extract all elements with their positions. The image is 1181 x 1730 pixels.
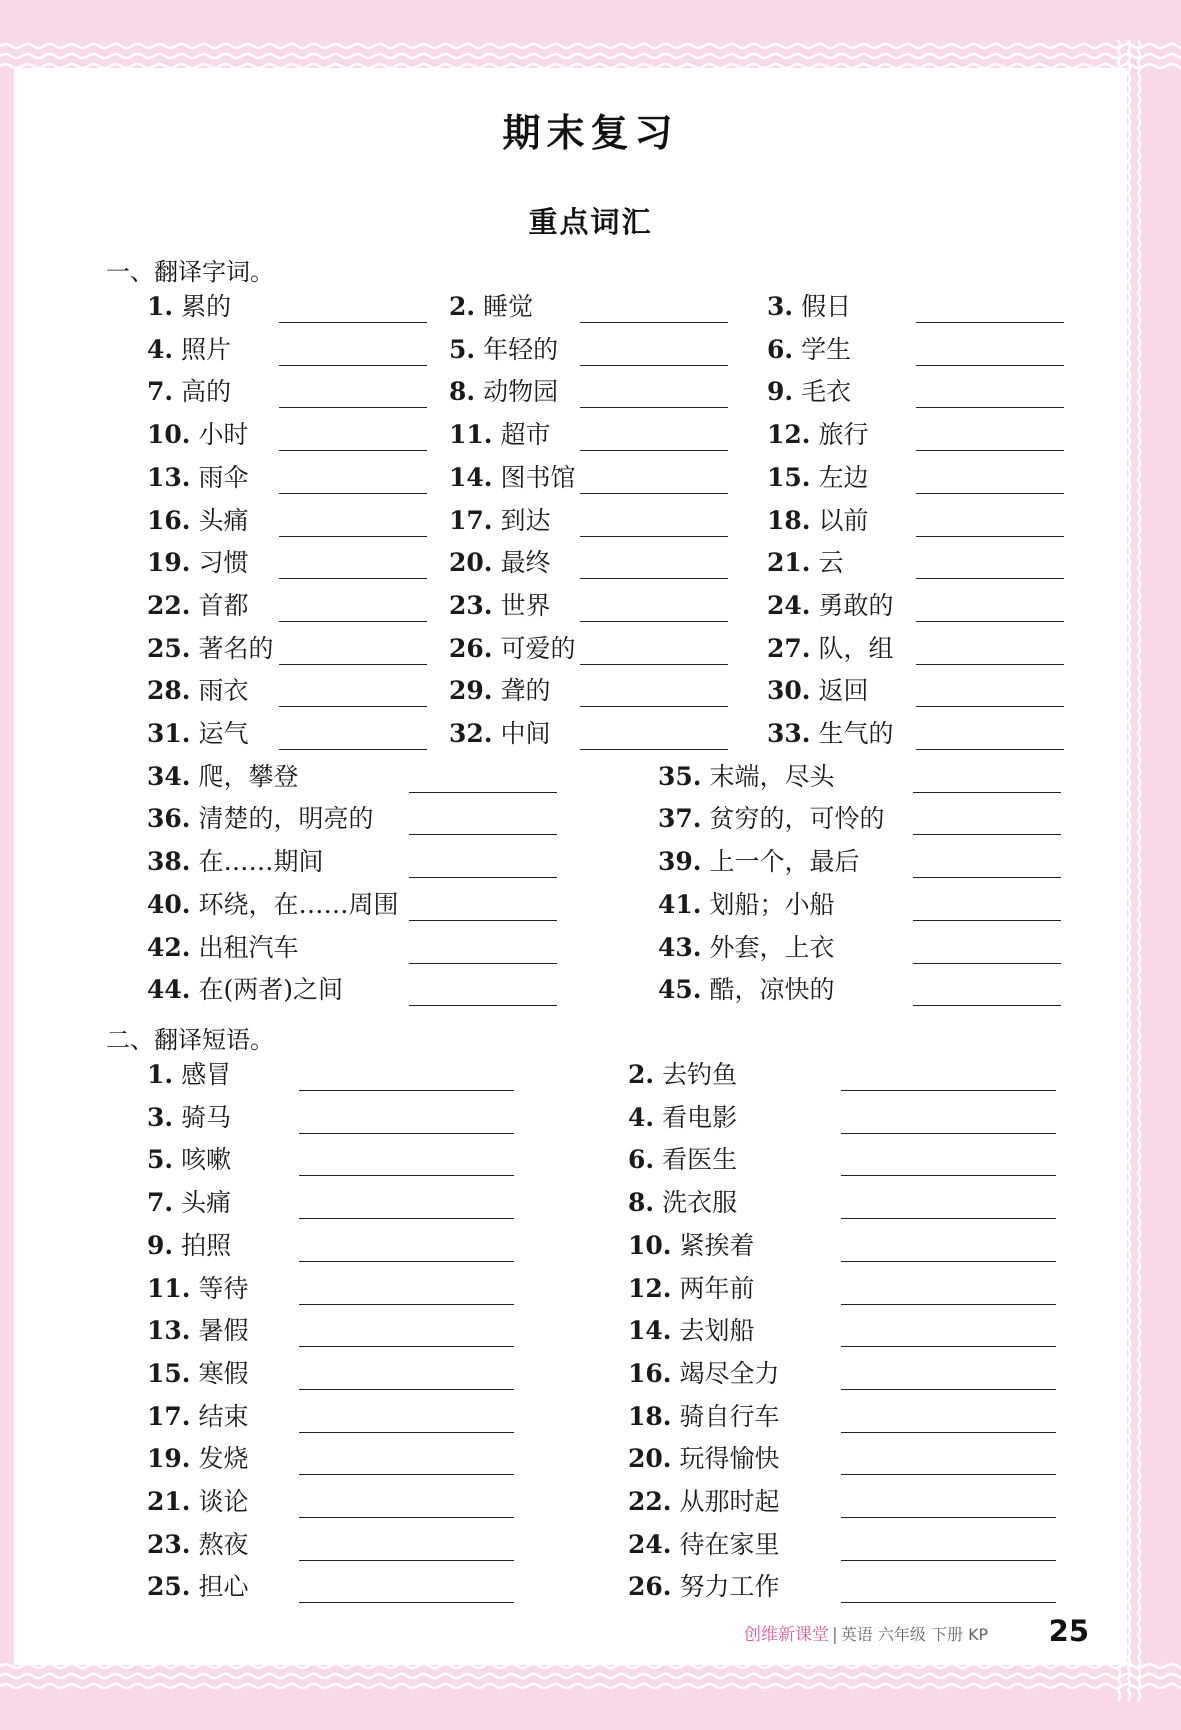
item-text: 图书馆 <box>500 462 576 492</box>
section1-item <box>147 762 298 792</box>
section2-item <box>147 1572 248 1602</box>
item-number: 22. <box>147 590 191 620</box>
section2-item <box>628 1572 779 1602</box>
section2-item <box>147 1444 248 1474</box>
answer-blank[interactable] <box>409 877 557 878</box>
item-text: 末端，尽头 <box>709 761 835 791</box>
section1-item <box>147 506 248 536</box>
section1-item <box>658 847 859 877</box>
item-number: 27. <box>767 633 811 663</box>
answer-blank[interactable] <box>299 1133 514 1134</box>
section2-heading: 二、翻译短语。 <box>106 1026 274 1054</box>
answer-blank[interactable] <box>299 1090 514 1091</box>
item-text: 寒假 <box>198 1358 249 1388</box>
footer-brand: 创维新课堂 <box>744 1625 829 1645</box>
item-number: 26. <box>628 1572 672 1602</box>
item-number: 11. <box>147 1273 191 1303</box>
answer-blank[interactable] <box>916 706 1064 707</box>
section1-item <box>147 591 248 621</box>
item-number: 8. <box>628 1188 655 1218</box>
section1-item <box>147 548 248 578</box>
item-text: 旅行 <box>818 420 869 450</box>
item-text: 咳嗽 <box>181 1145 232 1175</box>
item-text: 环绕，在……周围 <box>198 889 399 919</box>
item-text: 可爱的 <box>500 633 576 663</box>
item-text: 毛衣 <box>801 377 852 407</box>
section1-item <box>147 463 248 493</box>
item-text: 小时 <box>198 420 249 450</box>
item-text: 谈论 <box>198 1487 249 1516</box>
answer-blank[interactable] <box>916 365 1064 366</box>
item-number: 18. <box>767 505 811 535</box>
item-text: 发烧 <box>198 1444 249 1474</box>
item-number: 16. <box>147 505 191 535</box>
answer-blank[interactable] <box>279 664 427 665</box>
answer-blank[interactable] <box>580 493 728 494</box>
answer-blank[interactable] <box>841 1560 1056 1561</box>
answer-blank[interactable] <box>299 1474 514 1475</box>
item-text: 从那时起 <box>679 1487 780 1516</box>
answer-blank[interactable] <box>913 1005 1061 1006</box>
item-number: 13. <box>147 462 191 492</box>
section1-item <box>147 804 373 834</box>
item-number: 20. <box>628 1444 672 1474</box>
item-number: 18. <box>628 1401 672 1431</box>
answer-blank[interactable] <box>279 621 427 622</box>
item-number: 7. <box>147 377 174 407</box>
item-number: 15. <box>147 1358 191 1388</box>
item-text: 学生 <box>801 334 852 364</box>
section1-item <box>767 634 893 664</box>
answer-blank[interactable] <box>913 834 1061 835</box>
answer-blank[interactable] <box>279 578 427 579</box>
item-number: 36. <box>147 804 191 834</box>
section1-item <box>147 634 273 664</box>
item-number: 21. <box>767 548 811 578</box>
answer-blank[interactable] <box>841 1517 1056 1518</box>
item-number: 5. <box>449 334 476 364</box>
item-text: 竭尽全力 <box>679 1358 780 1388</box>
answer-blank[interactable] <box>279 365 427 366</box>
section2-item <box>628 1188 737 1218</box>
item-number: 38. <box>147 847 191 877</box>
item-text: 在(两者)之间 <box>198 975 343 1005</box>
answer-blank[interactable] <box>299 1346 514 1347</box>
answer-blank[interactable] <box>279 407 427 408</box>
answer-blank[interactable] <box>841 1218 1056 1219</box>
section1-item <box>147 420 248 450</box>
section2-item <box>628 1103 737 1133</box>
item-text: 看电影 <box>662 1102 738 1132</box>
page-title: 期末复习 <box>502 111 679 155</box>
section2-item <box>147 1530 248 1560</box>
answer-blank[interactable] <box>916 407 1064 408</box>
section1-item <box>767 676 868 706</box>
section2-item <box>147 1188 231 1218</box>
item-text: 以前 <box>818 505 869 535</box>
item-text: 左边 <box>818 462 869 492</box>
section2-item <box>147 1231 231 1261</box>
item-text: 结束 <box>198 1401 249 1431</box>
item-number: 10. <box>628 1230 672 1260</box>
item-number: 31. <box>147 719 191 748</box>
section2-item <box>628 1487 779 1517</box>
section1-item <box>449 634 575 664</box>
item-number: 23. <box>449 590 493 620</box>
page-footer <box>744 1614 1089 1660</box>
item-text: 等待 <box>198 1273 249 1303</box>
section1-item <box>449 676 550 706</box>
answer-blank[interactable] <box>916 450 1064 451</box>
item-text: 看医生 <box>662 1145 738 1175</box>
section1-item <box>147 975 343 1005</box>
item-number: 8. <box>449 377 476 407</box>
item-number: 10. <box>147 420 191 450</box>
footer-edition: KP <box>968 1625 989 1644</box>
item-number: 32. <box>449 719 493 748</box>
section1-item <box>449 335 558 365</box>
section1-item <box>449 591 550 621</box>
answer-blank[interactable] <box>841 1346 1056 1347</box>
footer-grade: 六年级 <box>877 1625 926 1644</box>
item-number: 3. <box>147 1102 174 1132</box>
section1-item <box>449 463 575 493</box>
item-number: 17. <box>449 505 493 535</box>
item-number: 25. <box>147 1572 191 1602</box>
section1-item <box>767 377 851 407</box>
section2-item <box>628 1231 754 1261</box>
item-text: 紧挨着 <box>679 1230 755 1260</box>
item-number: 19. <box>147 548 191 578</box>
section1-item <box>767 506 868 536</box>
item-text: 感冒 <box>181 1060 232 1089</box>
item-number: 29. <box>449 676 493 706</box>
section1-item <box>147 335 231 365</box>
item-text: 聋的 <box>500 676 551 706</box>
answer-blank[interactable] <box>841 1602 1056 1603</box>
footer-separator: | <box>832 1625 838 1645</box>
item-text: 返回 <box>818 676 869 706</box>
item-text: 累的 <box>181 292 232 321</box>
item-text: 云 <box>818 548 844 578</box>
item-number: 39. <box>658 847 702 877</box>
answer-blank[interactable] <box>841 1432 1056 1433</box>
item-number: 33. <box>767 719 811 748</box>
answer-blank[interactable] <box>580 365 728 366</box>
answer-blank[interactable] <box>299 1175 514 1176</box>
item-number: 24. <box>767 590 811 620</box>
section2-item <box>147 1402 248 1432</box>
item-number: 20. <box>449 548 493 578</box>
answer-blank[interactable] <box>841 1090 1056 1091</box>
answer-blank[interactable] <box>580 578 728 579</box>
item-number: 21. <box>147 1487 191 1516</box>
item-text: 上一个，最后 <box>709 847 860 877</box>
section2-item <box>147 1145 231 1175</box>
section2-item <box>628 1402 779 1432</box>
answer-blank[interactable] <box>299 1261 514 1262</box>
answer-blank[interactable] <box>580 407 728 408</box>
section1-item <box>767 420 868 450</box>
section1-item <box>658 890 834 920</box>
answer-blank[interactable] <box>299 1389 514 1390</box>
page-number: 25 <box>1048 1614 1089 1648</box>
answer-blank[interactable] <box>279 706 427 707</box>
item-text: 去钓鱼 <box>662 1060 738 1089</box>
answer-blank[interactable] <box>580 749 728 750</box>
item-number: 16. <box>628 1358 672 1388</box>
item-text: 中间 <box>500 719 551 748</box>
item-text: 酷，凉快的 <box>709 975 835 1005</box>
item-text: 动物园 <box>483 377 559 407</box>
item-text: 著名的 <box>198 633 274 663</box>
item-text: 习惯 <box>198 548 249 578</box>
item-number: 25. <box>147 633 191 663</box>
section1-item <box>449 377 558 407</box>
item-number: 11. <box>449 420 493 450</box>
answer-blank[interactable] <box>279 536 427 537</box>
answer-blank[interactable] <box>913 877 1061 878</box>
answer-blank[interactable] <box>580 621 728 622</box>
section1-item <box>147 292 231 322</box>
section2-item <box>628 1274 754 1304</box>
section1-item <box>147 890 398 920</box>
answer-blank[interactable] <box>841 1133 1056 1134</box>
item-text: 划船；小船 <box>709 889 835 919</box>
section1-item <box>449 719 550 749</box>
answer-blank[interactable] <box>580 664 728 665</box>
item-text: 清楚的，明亮的 <box>198 804 374 834</box>
item-number: 5. <box>147 1145 174 1175</box>
item-text: 年轻的 <box>483 334 559 364</box>
answer-blank[interactable] <box>299 1432 514 1433</box>
answer-blank[interactable] <box>299 1517 514 1518</box>
item-text: 睡觉 <box>483 292 534 321</box>
item-text: 雨衣 <box>198 676 249 706</box>
item-number: 1. <box>147 292 174 321</box>
section2-item <box>628 1444 779 1474</box>
section2-item <box>628 1145 737 1175</box>
item-text: 假日 <box>801 292 852 321</box>
answer-blank[interactable] <box>299 1218 514 1219</box>
item-text: 头痛 <box>198 505 249 535</box>
answer-blank[interactable] <box>916 621 1064 622</box>
answer-blank[interactable] <box>841 1389 1056 1390</box>
answer-blank[interactable] <box>279 493 427 494</box>
item-number: 6. <box>628 1145 655 1175</box>
item-text: 待在家里 <box>679 1529 780 1559</box>
section1-item <box>658 804 884 834</box>
section1-item <box>147 676 248 706</box>
item-text: 到达 <box>500 505 551 535</box>
item-number: 9. <box>767 377 794 407</box>
item-number: 34. <box>147 761 191 791</box>
answer-blank[interactable] <box>913 920 1061 921</box>
answer-blank[interactable] <box>409 963 557 964</box>
item-text: 出租汽车 <box>198 932 299 962</box>
item-text: 去划船 <box>679 1316 755 1346</box>
section1-item <box>658 762 834 792</box>
item-number: 3. <box>767 292 794 321</box>
section1-item <box>147 377 231 407</box>
answer-blank[interactable] <box>913 963 1061 964</box>
item-text: 高的 <box>181 377 232 407</box>
item-text: 头痛 <box>181 1188 232 1218</box>
item-number: 9. <box>147 1230 174 1260</box>
section1-item <box>449 548 550 578</box>
item-text: 雨伞 <box>198 462 249 492</box>
item-text: 贫穷的，可怜的 <box>709 804 885 834</box>
item-number: 42. <box>147 932 191 962</box>
footer-volume: 下册 <box>930 1625 963 1644</box>
section1-item <box>658 975 834 1005</box>
section2-item <box>147 1316 248 1346</box>
section2-item <box>147 1359 248 1389</box>
section1-item <box>767 591 893 621</box>
section2-item <box>628 1530 779 1560</box>
section1-item <box>767 719 893 749</box>
footer-subject: 英语 <box>840 1625 873 1644</box>
answer-blank[interactable] <box>279 450 427 451</box>
item-text: 在……期间 <box>198 847 324 877</box>
section1-item <box>147 847 323 877</box>
section1-item <box>449 292 533 322</box>
item-text: 玩得愉快 <box>679 1444 780 1474</box>
item-text: 勇敢的 <box>818 590 894 620</box>
item-number: 7. <box>147 1188 174 1218</box>
answer-blank[interactable] <box>580 450 728 451</box>
item-number: 28. <box>147 676 191 706</box>
item-number: 4. <box>147 334 174 364</box>
item-number: 35. <box>658 761 702 791</box>
item-text: 暑假 <box>198 1316 249 1346</box>
item-text: 两年前 <box>679 1273 755 1303</box>
item-number: 40. <box>147 889 191 919</box>
item-text: 担心 <box>198 1572 249 1602</box>
item-number: 2. <box>628 1060 655 1089</box>
section2-item <box>147 1487 248 1517</box>
answer-blank[interactable] <box>916 493 1064 494</box>
section1-item <box>147 719 248 749</box>
item-number: 2. <box>449 292 476 321</box>
answer-blank[interactable] <box>580 322 728 323</box>
section1-item <box>449 420 550 450</box>
answer-blank[interactable] <box>916 664 1064 665</box>
item-text: 运气 <box>198 719 249 748</box>
item-number: 6. <box>767 334 794 364</box>
answer-blank[interactable] <box>409 1005 557 1006</box>
section2-item <box>628 1359 779 1389</box>
item-number: 45. <box>658 975 702 1005</box>
item-number: 4. <box>628 1102 655 1132</box>
item-text: 外套，上衣 <box>709 932 835 962</box>
item-number: 19. <box>147 1444 191 1474</box>
answer-blank[interactable] <box>841 1474 1056 1475</box>
item-number: 13. <box>147 1316 191 1346</box>
answer-blank[interactable] <box>409 792 557 793</box>
item-number: 37. <box>658 804 702 834</box>
item-text: 队，组 <box>818 633 894 663</box>
answer-blank[interactable] <box>299 1560 514 1561</box>
answer-blank[interactable] <box>916 322 1064 323</box>
section2-item <box>147 1274 248 1304</box>
item-text: 骑马 <box>181 1102 232 1132</box>
section1-heading: 一、翻译字词。 <box>106 258 274 286</box>
item-number: 14. <box>628 1316 672 1346</box>
section1-item <box>767 548 843 578</box>
item-text: 骑自行车 <box>679 1401 780 1431</box>
item-text: 拍照 <box>181 1230 232 1260</box>
answer-blank[interactable] <box>913 792 1061 793</box>
answer-blank[interactable] <box>299 1304 514 1305</box>
answer-blank[interactable] <box>279 749 427 750</box>
section2-item <box>628 1316 754 1346</box>
answer-blank[interactable] <box>916 578 1064 579</box>
item-text: 爬，攀登 <box>198 761 299 791</box>
section1-item <box>767 335 851 365</box>
item-number: 15. <box>767 462 811 492</box>
answer-blank[interactable] <box>409 834 557 835</box>
item-number: 12. <box>628 1273 672 1303</box>
answer-blank[interactable] <box>916 536 1064 537</box>
answer-blank[interactable] <box>916 749 1064 750</box>
item-number: 41. <box>658 889 702 919</box>
item-number: 44. <box>147 975 191 1005</box>
section1-item <box>767 463 868 493</box>
section1-item <box>658 933 834 963</box>
item-number: 12. <box>767 420 811 450</box>
item-number: 17. <box>147 1401 191 1431</box>
item-text: 生气的 <box>818 719 894 748</box>
item-number: 26. <box>449 633 493 663</box>
item-text: 最终 <box>500 548 551 578</box>
item-number: 1. <box>147 1060 174 1089</box>
item-text: 照片 <box>181 334 232 364</box>
item-text: 努力工作 <box>679 1572 780 1602</box>
item-number: 23. <box>147 1529 191 1559</box>
section2-item <box>628 1060 737 1090</box>
answer-blank[interactable] <box>299 1602 514 1603</box>
answer-blank[interactable] <box>841 1261 1056 1262</box>
item-number: 24. <box>628 1529 672 1559</box>
section2-item <box>147 1103 231 1133</box>
section-title: 重点词汇 <box>528 205 653 239</box>
item-text: 超市 <box>500 420 551 450</box>
section1-item <box>449 506 550 536</box>
item-number: 30. <box>767 676 811 706</box>
answer-blank[interactable] <box>841 1175 1056 1176</box>
answer-blank[interactable] <box>279 322 427 323</box>
section2-item <box>147 1060 231 1090</box>
answer-blank[interactable] <box>841 1304 1056 1305</box>
section1-item <box>147 933 298 963</box>
item-text: 首都 <box>198 590 249 620</box>
item-number: 14. <box>449 462 493 492</box>
answer-blank[interactable] <box>409 920 557 921</box>
item-number: 22. <box>628 1487 672 1516</box>
answer-blank[interactable] <box>580 536 728 537</box>
section1-item <box>767 292 851 322</box>
item-text: 洗衣服 <box>662 1188 738 1218</box>
item-text: 熬夜 <box>198 1529 249 1559</box>
item-number: 43. <box>658 932 702 962</box>
answer-blank[interactable] <box>580 706 728 707</box>
item-text: 世界 <box>500 590 551 620</box>
